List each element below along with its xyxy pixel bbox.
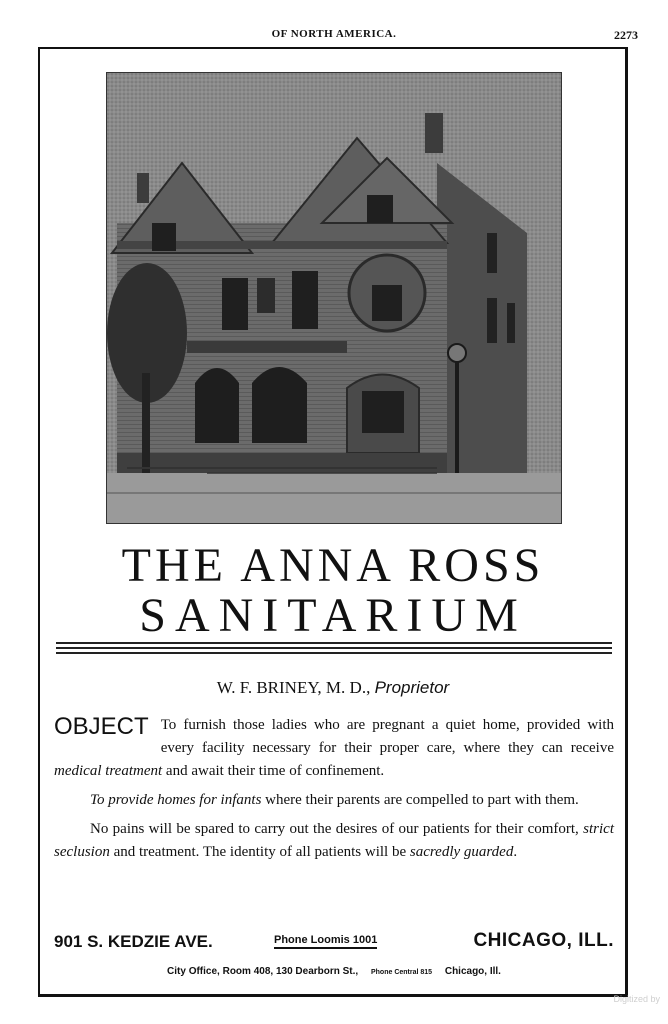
phone-number: Phone Loomis 1001 — [274, 934, 377, 949]
title-line-1: THE ANNA ROSS — [121, 539, 545, 592]
proprietor-name: W. F. BRINEY, M. D., — [216, 678, 371, 697]
proprietor-role: Proprietor — [374, 678, 450, 697]
title-line-2: SANITARIUM — [139, 589, 527, 642]
p3-text-a: No pains will be spared to carry out the desires of our patients for their comfort, — [90, 821, 584, 837]
running-head-title: OF NORTH AMERICA. — [271, 28, 397, 40]
infants-paragraph — [54, 789, 614, 812]
p3-emphasis-1: strict seclusion — [54, 821, 614, 860]
running-head — [0, 28, 668, 44]
building-illustration — [107, 73, 562, 524]
digitized-watermark: Digitized by — [613, 994, 660, 1004]
office-address: City Office, Room 408, 130 Dearborn St., — [167, 966, 359, 977]
p1-text-a: To furnish those ladies who are pregnant a quiet home, provided with every facility necessary for their proper care, where they can receive — [160, 717, 614, 756]
p2-emphasis: To provide homes for infants — [90, 792, 262, 808]
sanitarium-building-photo — [106, 72, 562, 524]
object-paragraph — [54, 714, 614, 783]
p3-emphasis-2: sacredly guarded — [409, 844, 514, 860]
street-address: 901 S. KEDZIE AVE. — [54, 932, 213, 951]
office-city: Chicago, Ill. — [444, 966, 501, 977]
proprietor-line — [40, 678, 626, 698]
object-heading: OBJECT — [54, 713, 149, 740]
address-row — [54, 930, 614, 958]
p3-text-c: . — [513, 844, 518, 860]
page-number: 2273 — [614, 28, 638, 42]
p1-emphasis: medical treatment — [54, 763, 163, 779]
title-rules — [56, 642, 612, 657]
pains-paragraph — [54, 818, 614, 864]
p2-text: where their parents are compelled to part with them. — [261, 792, 579, 808]
ad-body — [54, 714, 614, 864]
city-state: CHICAGO, ILL. — [473, 930, 614, 951]
p3-text-b: and treatment. The identity of all patients will be — [109, 844, 410, 860]
p1-text-b: and await their time of confinement. — [162, 763, 385, 779]
office-row — [54, 966, 614, 977]
office-phone: Phone Central 815 — [370, 969, 433, 976]
